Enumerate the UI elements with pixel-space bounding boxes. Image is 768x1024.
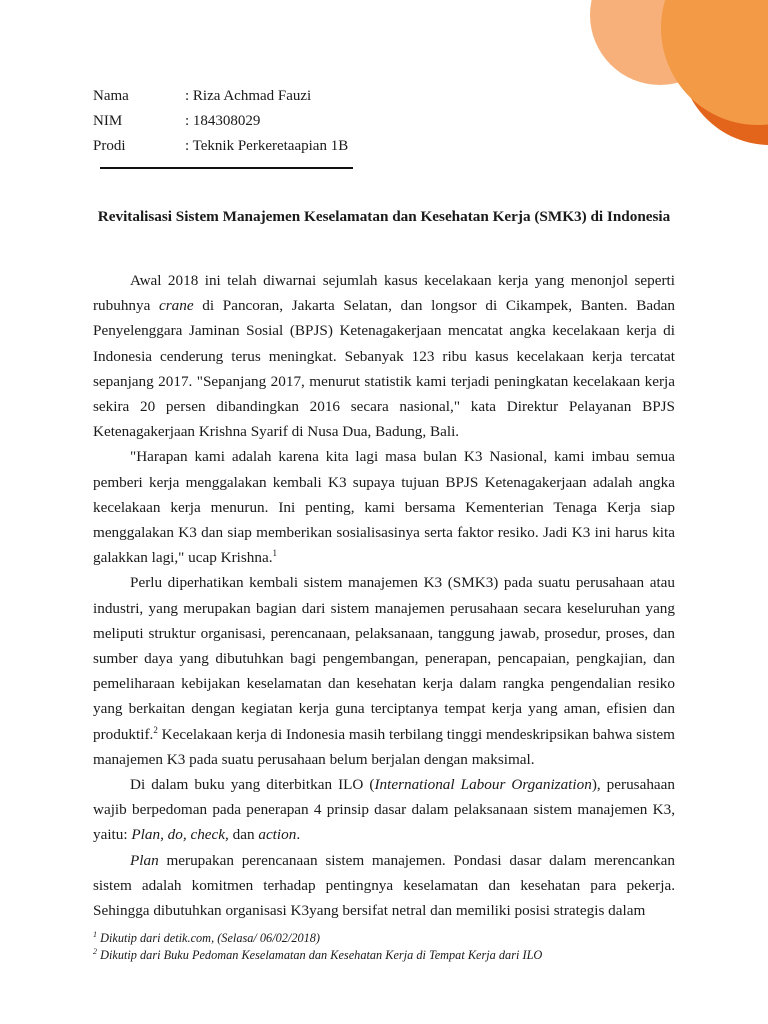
paragraph-text: Awal 2018 ini telah diwarnai sejumlah kasus kecelakaan kerja yang menonjol seperti rubuhnya (93, 272, 675, 315)
identity-value: : Riza Achmad Fauzi (185, 88, 312, 104)
italic-term: crane (159, 297, 194, 315)
identity-label: NIM (93, 113, 123, 129)
footnote-ref: 2 (153, 724, 158, 735)
paragraph (93, 268, 675, 444)
paragraph-text: Perlu diperhatikan kembali sistem manajemen K3 (SMK3) pada suatu perusahaan atau industri, yang merupakan bagian dari sistem manajemen perusahaan secara keseluruhan yang meliputi struktur organisasi, perencanaan, pelaksanaan, tanggung jawab, prosedur, proses, dan sumber daya yang dibutuhkan bagi pengembangan, penerapan, pencapaian, pengkajian, dan pemeliharaan kebijakan keselamatan dan kesehatan kerja dalam rangka pengendalian resiko yang berkaitan dengan kegiatan kerja guna terciptanya tempat kerja yang aman, efisien dan produktif. (93, 574, 675, 743)
paragraph-text: di Pancoran, Jakarta Selatan, dan longsor di Cikampek, Banten. Badan Penyelenggara Jaminan Sosial (BPJS) Ketenagakerjaan mencatat angka kecelakaan kerja di Indonesia cenderung terus meningkat. Sebanyak 123 ribu kasus kecelakaan kerja tercatat sepanjang 2017. "Sepanjang 2017, menurut statistik kami terjadi peningkatan kecelakaan kerja sekira 20 persen dibandingkan 2016 secara nasional," kata Direktur Pelayanan BPJS Ketenagakerjaan Krishna Syarif di Nusa Dua, Badung, Bali. (93, 297, 675, 441)
student-identity (93, 86, 348, 161)
header-divider (100, 167, 353, 169)
paragraph-text: "Harapan kami adalah karena kita lagi masa bulan K3 Nasional, kami imbau semua pemberi kerja menggalakan kembali K3 supaya tujuan BPJS Ketenagakerjaan adalah angka kecelakaan kerja menurun. Ini penting, kami bersama Kementerian Tenaga Kerja siap menggalakan K3 dan siap memberikan sosialisasinya serta faktor resiko. Jadi K3 ini harus kita galakkan lagi," ucap Krishna. (93, 448, 675, 567)
paragraph (93, 772, 675, 848)
paragraph-text: ), perusahaan wajib berpedoman pada penerapan 4 prinsip dasar dalam pelaksanaan sistem manajemen K3, yaitu: (93, 776, 675, 844)
identity-value: : 184308029 (185, 113, 261, 129)
italic-term: action (258, 826, 297, 844)
identity-label: Nama (93, 88, 129, 104)
dark-orange-circle (680, 0, 768, 145)
mid-orange-circle (661, 0, 768, 125)
document-title: Revitalisasi Sistem Manajemen Keselamatan dan Kesehatan Kerja (SMK3) di Indonesia (97, 208, 671, 225)
paragraph (93, 444, 675, 570)
paragraph-text: Kecelakaan kerja di Indonesia masih terbilang tinggi mendeskripsikan bahwa sistem manajemen K3 pada suatu perusahaan belum berjalan dengan maksimal. (93, 725, 675, 768)
paragraph-text: Di dalam buku yang diterbitkan ILO ( (130, 776, 375, 794)
document-body (93, 268, 675, 923)
footnote (93, 930, 693, 947)
footnote-number: 2 (93, 947, 97, 956)
identity-row-nim (93, 111, 348, 136)
footnote-number: 1 (93, 930, 97, 939)
light-orange-circle (590, 0, 730, 85)
identity-value: : Teknik Perkeretaapian 1B (185, 138, 349, 154)
paragraph (93, 848, 675, 924)
paragraph (93, 570, 675, 772)
footnote-text: Dikutip dari Buku Pedoman Keselamatan dan Kesehatan Kerja di Tempat Kerja dari ILO (97, 948, 543, 962)
footnote-ref: 1 (272, 548, 278, 559)
identity-row-nama (93, 86, 348, 111)
paragraph-text: dan (228, 826, 259, 844)
identity-label: Prodi (93, 138, 126, 154)
italic-term: Plan, do, check, (131, 826, 229, 844)
footnotes (93, 930, 693, 964)
italic-term: Plan (130, 851, 159, 869)
identity-row-prodi (93, 136, 348, 161)
footnote-text: Dikutip dari detik.com, (Selasa/ 06/02/2018) (97, 931, 321, 945)
italic-term: International Labour Organization (374, 776, 592, 794)
paragraph-text: . (296, 826, 301, 844)
footnote (93, 947, 693, 964)
paragraph-text: merupakan perencanaan sistem manajemen. Pondasi dasar dalam merencankan sistem adalah komitmen terhadap pentingnya keselamatan dan kesehatan para pekerja. Sehingga dibutuhkan organisasi K3yang bersifat netral dan memiliki posisi strategis dalam (93, 851, 675, 920)
